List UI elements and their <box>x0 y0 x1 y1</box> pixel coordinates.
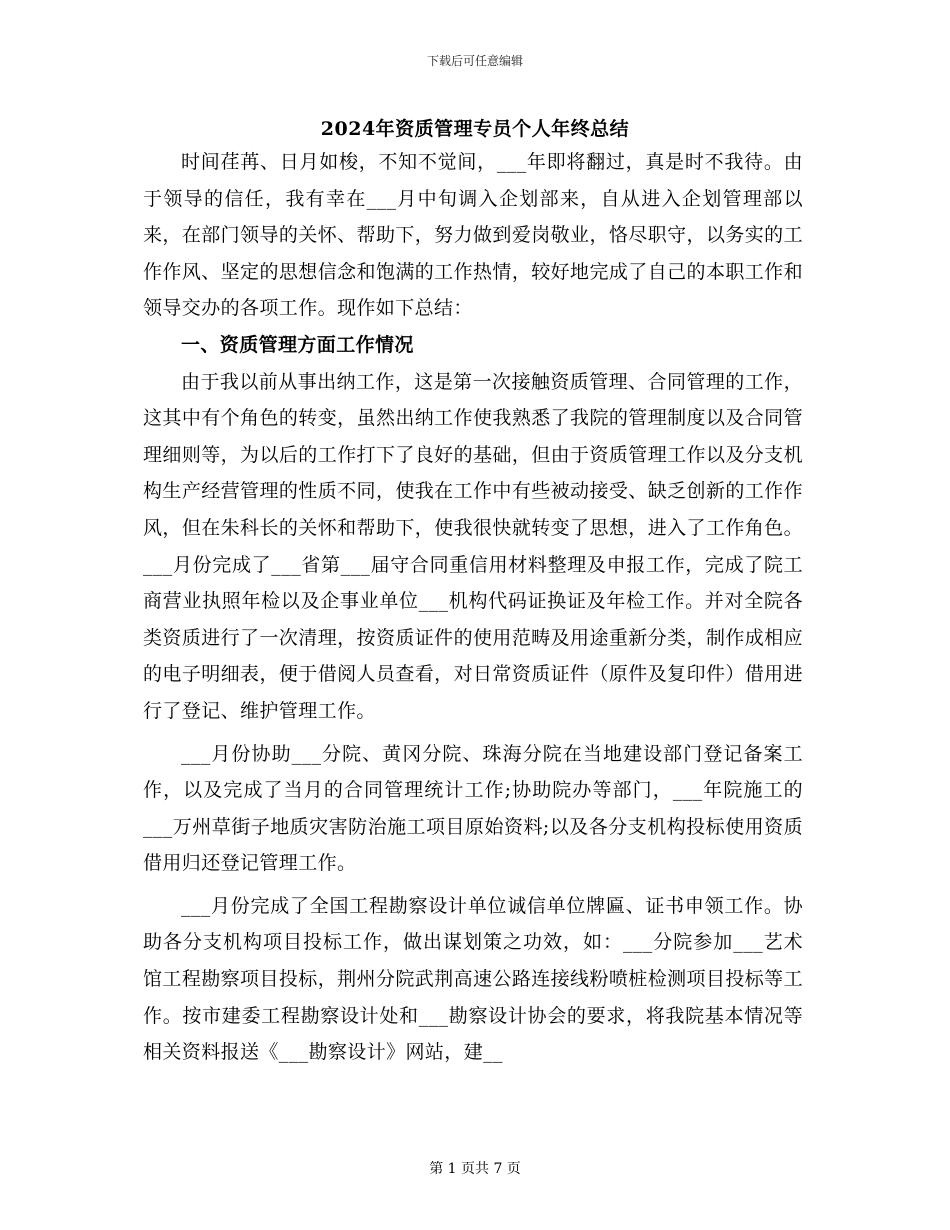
document-body <box>143 144 803 1071</box>
document-title: 2024年资质管理专员个人年终总结 <box>320 118 630 140</box>
page-number: 第 1 页共 7 页 <box>429 1161 521 1177</box>
body-paragraph: 由于我以前从事出纳工作，这是第一次接触资质管理、合同管理的工作，这其中有个角色的转变，虽然出纳工作使我熟悉了我院的管理制度以及合同管理细则等，为以后的工作打下了良好的基础，但由于资质管理工作以及分支机构生产经营管理的性质不同，使我在工作中有些被动接受、缺乏创新的工作作风，但在朱科长的关怀和帮助下，使我很快就转变了思想，进入了工作角色。___月份完成了___省第___届守合同重信用材料整理及申报工作，完成了院工商营业执照年检以及企事业单位___机构代码证换证及年检工作。并对全院各类资质进行了一次清理，按资质证件的使用范畴及用途重新分类，制作成相应的电子明细表，便于借阅人员查看，对日常资质证件（原件及复印件）借用进行了登记、维护管理工作。 <box>143 370 803 722</box>
body-paragraph: ___月份完成了全国工程勘察设计单位诚信单位牌匾、证书申领工作。协助各分支机构项目投标工作，做出谋划策之功效，如：___分院参加___艺术馆工程勘察项目投标，荆州分院武荆高速公路连接线粉喷桩检测项目投标等工作。按市建委工程勘察设计处和___勘察设计协会的要求，将我院基本情况等相关资料报送《___勘察设计》网站，建__ <box>143 894 803 1064</box>
section-heading: 一、资质管理方面工作情况 <box>181 333 414 356</box>
download-note: 下载后可任意编辑 <box>426 54 523 68</box>
body-paragraph: ___月份协助___分院、黄冈分院、珠海分院在当地建设部门登记备案工作，以及完成了当月的合同管理统计工作;协助院办等部门，___年院施工的___万州草街子地质灾害防治施工项目原始资料;以及各分支机构投标使用资质借用归还登记管理工作。 <box>143 742 803 875</box>
intro-paragraph: 时间荏苒、日月如梭，不知不觉间，___年即将翻过，真是时不我待。由于领导的信任，我有幸在___月中旬调入企划部来，自从进入企划管理部以来，在部门领导的关怀、帮助下，努力做到爱岗敬业，恪尽职守，以务实的工作作风、坚定的思想信念和饱满的工作热情，较好地完成了自己的本职工作和领导交办的各项工作。现作如下总结： <box>143 151 803 320</box>
